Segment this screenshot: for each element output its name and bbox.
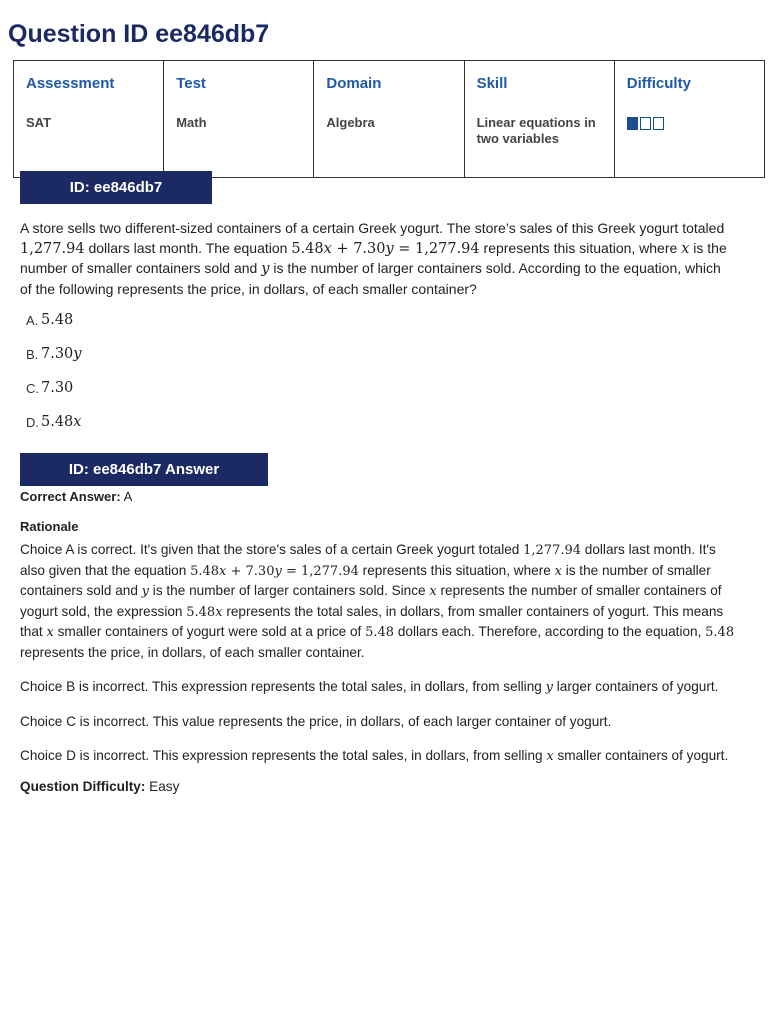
question-id-banner: ID: ee846db7 xyxy=(20,171,212,204)
rationale-text: is the number of larger containers sold. Since xyxy=(149,583,430,598)
math-equation xyxy=(291,241,479,257)
rationale-text: smaller containers of yogurt. xyxy=(553,747,729,763)
question-meta-table xyxy=(13,60,765,178)
header-skill: Skill xyxy=(464,61,614,102)
header-domain: Domain xyxy=(314,61,464,102)
value-skill: Linear equations in two variables xyxy=(464,101,614,178)
rationale-text: larger containers of yogurt. xyxy=(552,678,719,694)
correct-answer xyxy=(20,489,132,504)
math-var: x xyxy=(546,748,554,764)
stem-text: represents this situation, where xyxy=(479,239,682,256)
math-term: 5.48 xyxy=(186,604,216,620)
math-var: y xyxy=(545,679,553,695)
correct-answer-label: Correct Answer: xyxy=(20,489,121,504)
choice-number: 7.30 xyxy=(41,346,74,362)
math-var: y xyxy=(261,261,270,277)
correct-answer-value: A xyxy=(123,489,133,504)
math-var: x xyxy=(46,625,54,640)
difficulty-box-filled xyxy=(627,117,638,130)
stem-text: dollars last month. The equation xyxy=(84,239,292,256)
math-var: x xyxy=(554,563,562,579)
math-equation xyxy=(190,564,359,579)
difficulty-box-empty xyxy=(640,117,651,130)
rationale-text: is the number of smaller containers sold and xyxy=(20,562,711,598)
math-var: x xyxy=(429,584,437,599)
choice-b[interactable] xyxy=(26,337,82,371)
math-term: + 7.30 xyxy=(226,563,275,579)
math-term: 5.48 xyxy=(190,563,220,579)
math-var: x xyxy=(215,604,223,620)
rationale-text: Choice A is correct. It's given that the store's sales of a certain Greek yogurt totaled xyxy=(20,542,524,557)
difficulty-value: Easy xyxy=(149,779,180,794)
math-var: x xyxy=(681,240,690,257)
rationale-choice-b xyxy=(20,677,736,698)
rationale-choice-d xyxy=(20,746,736,767)
rationale-body xyxy=(20,540,736,781)
math-var: y xyxy=(274,563,282,579)
rationale-text: represents the total sales, in dollars, from smaller containers of yogurt. This means that xyxy=(20,603,724,639)
choice-value xyxy=(41,414,81,430)
value-domain: Algebra xyxy=(314,101,464,178)
choice-number: 5.48 xyxy=(41,414,74,430)
choice-var: x xyxy=(73,414,82,430)
difficulty-indicator xyxy=(627,115,752,130)
choice-var: y xyxy=(73,346,82,362)
math-term: 5.48 xyxy=(365,625,395,640)
choice-value xyxy=(41,380,73,396)
rationale-text: represents the number of smaller containers of yogurt sold, the expression xyxy=(20,583,722,619)
rationale-heading: Rationale xyxy=(20,519,79,534)
math-total: 1,277.94 xyxy=(523,543,582,558)
difficulty-label: Question Difficulty: xyxy=(20,779,146,794)
rationale-choice-a xyxy=(20,540,736,662)
math-term: 5.48 xyxy=(705,625,735,640)
stem-text: is the number of smaller containers sold and xyxy=(20,239,727,276)
rationale-choice-c xyxy=(20,712,736,732)
choice-number: 7.30 xyxy=(41,380,74,396)
choice-d[interactable] xyxy=(26,405,82,439)
choice-letter: C. xyxy=(26,380,39,396)
math-term: 5.48 xyxy=(291,240,324,257)
rationale-text: dollars last month. It's also given that the equation xyxy=(20,542,716,578)
rationale-text: smaller containers of yogurt were sold at a price of xyxy=(53,624,366,639)
question-stem xyxy=(20,219,736,299)
choice-value xyxy=(41,312,73,328)
choice-letter: A. xyxy=(26,312,39,328)
answer-id-banner: ID: ee846db7 Answer xyxy=(20,453,268,486)
math-var: y xyxy=(141,584,150,599)
difficulty-box-empty xyxy=(653,117,664,130)
answer-choices xyxy=(26,303,82,439)
math-var: x xyxy=(219,563,227,579)
rationale-text: represents the price, in dollars, of each smaller container. xyxy=(20,644,365,660)
math-total: 1,277.94 xyxy=(20,240,85,257)
math-term: = 1,277.94 xyxy=(393,240,480,257)
choice-a[interactable] xyxy=(26,303,82,337)
header-test: Test xyxy=(164,61,314,102)
value-test: Math xyxy=(164,101,314,178)
stem-text: is the number of larger containers sold. According to the equation, which of the following represents the price, in dollars, of each smaller container? xyxy=(20,260,721,297)
rationale-text: Choice B is incorrect. This expression represents the total sales, in dollars, from selling xyxy=(20,678,546,694)
choice-letter: D. xyxy=(26,414,39,430)
page-title: Question ID ee846db7 xyxy=(8,20,270,48)
header-difficulty: Difficulty xyxy=(614,61,764,102)
choice-value xyxy=(41,346,82,362)
value-assessment: SAT xyxy=(14,101,164,178)
rationale-text: Choice D is incorrect. This expression represents the total sales, in dollars, from selling xyxy=(20,747,547,763)
choice-c[interactable] xyxy=(26,371,82,405)
question-difficulty xyxy=(20,779,179,794)
choice-letter: B. xyxy=(26,346,39,362)
math-term: + 7.30 xyxy=(331,240,386,257)
rationale-text: Choice C is incorrect. This value represents the price, in dollars, of each larger container of yogurt. xyxy=(20,713,612,729)
math-term: = 1,277.94 xyxy=(281,563,359,579)
rationale-text: dollars each. Therefore, according to the equation, xyxy=(394,624,706,639)
header-assessment: Assessment xyxy=(14,61,164,102)
rationale-text: represents this situation, where xyxy=(358,562,555,578)
choice-number: 5.48 xyxy=(41,312,74,328)
value-difficulty xyxy=(614,101,764,178)
math-var: y xyxy=(385,240,394,257)
stem-text: A store sells two different-sized containers of a certain Greek yogurt. The store’s sales of this Greek yogurt totaled xyxy=(20,220,725,236)
math-var: x xyxy=(323,240,332,257)
